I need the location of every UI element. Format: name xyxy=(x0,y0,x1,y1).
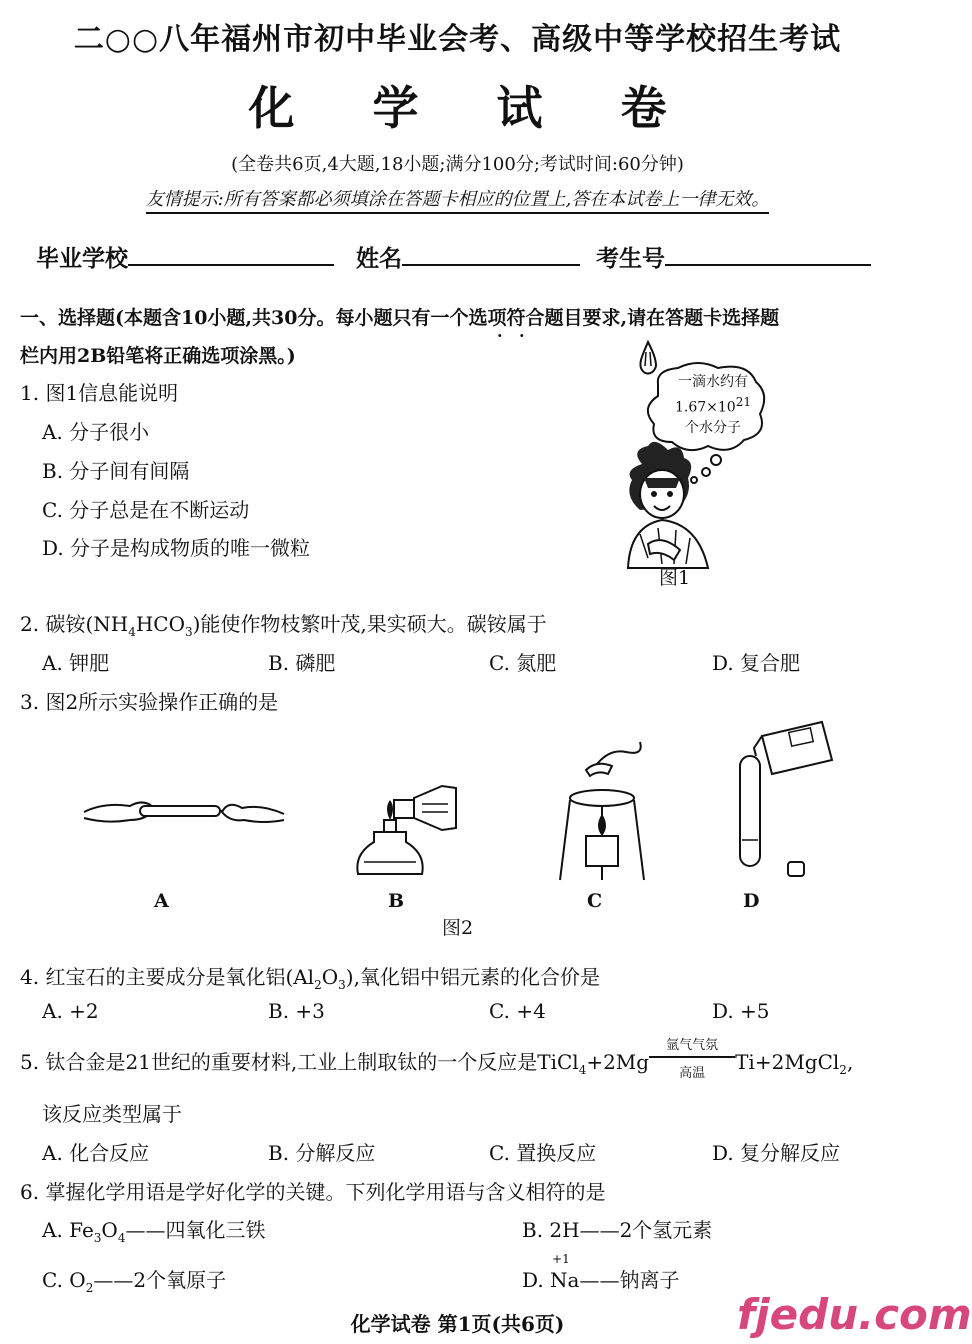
figure-2d-pouring-liquid xyxy=(732,716,834,886)
q4-sub-2: 3 xyxy=(338,978,346,992)
q6-d-post: ——钠离子 xyxy=(579,1268,680,1292)
bubble-line-3: 个水分子 xyxy=(685,419,741,436)
figure-2b-alcohol-lamp xyxy=(352,774,464,886)
q4-option-b: B. +3 xyxy=(268,999,325,1023)
exam-info: (全卷共6页,4大题,18小题;满分100分;考试时间:60分钟) xyxy=(231,154,684,175)
q6-option-b: B. 2H——2个氢元素 xyxy=(522,1218,713,1242)
reaction-condition xyxy=(649,1037,735,1081)
exam-name: 二○○八年福州市初中毕业会考、高级中等学校招生考试 xyxy=(73,22,842,57)
q6-a-sub-2: 4 xyxy=(117,1231,126,1245)
q5-sub-2: 2 xyxy=(839,1063,847,1077)
emphasis-dot: · xyxy=(519,326,525,345)
q3-stem: 3. 图2所示实验操作正确的是 xyxy=(20,690,279,714)
q5-stem-d: , xyxy=(846,1050,854,1074)
q6-c-sub: 2 xyxy=(85,1281,94,1295)
q2-stem-c: )能使作物枝繁叶茂,果实硕大。碳铵属于 xyxy=(192,612,547,636)
page-footer: 化学试卷 第1页(共6页) xyxy=(350,1312,565,1336)
test-tube-icon xyxy=(740,756,760,866)
q5-sub-1: 4 xyxy=(578,1063,587,1077)
q2-stem-a: 2. 碳铵(NH xyxy=(20,612,129,636)
q5-stem-b: +2Mg xyxy=(586,1050,650,1074)
name-label: 姓名 xyxy=(356,245,402,272)
q4-stem-c: ),氧化铝中铝元素的化合价是 xyxy=(345,965,600,989)
friendly-tip-text: 友情提示:所有答案都必须填涂在答题卡相应的位置上,答在本试卷上一律无效。 xyxy=(146,189,770,214)
friendly-tip xyxy=(0,185,915,211)
bubble-number: 1.67×10 xyxy=(675,399,736,416)
q5-stem xyxy=(20,1037,854,1081)
school-label: 毕业学校 xyxy=(36,245,128,272)
q2-sub-1: 4 xyxy=(128,625,136,639)
q4-stem xyxy=(20,961,600,992)
figure-2c-evaporating-dish xyxy=(556,740,650,886)
stopper-icon xyxy=(788,862,804,876)
figure-2-label-d: D xyxy=(743,890,760,912)
reaction-condition-bottom: 高温 xyxy=(679,1065,706,1081)
bubble-line-2 xyxy=(663,392,763,418)
q4-option-d: D. +5 xyxy=(712,999,770,1023)
test-tube-icon xyxy=(140,806,220,816)
q5-option-d: D. 复分解反应 xyxy=(712,1141,841,1165)
q6-a-sub-1: 3 xyxy=(93,1231,102,1245)
emphasis-dot: · xyxy=(497,326,503,345)
q5-stem-a: 5. 钛合金是21世纪的重要材料,工业上制取钛的一个反应是TiCl xyxy=(20,1050,579,1074)
school-field xyxy=(36,240,334,273)
q4-stem-a: 4. 红宝石的主要成分是氧化铝(Al xyxy=(20,965,315,989)
q4-stem-b: O xyxy=(321,965,339,989)
q6-a-mid: O xyxy=(101,1218,118,1242)
q6-option-c xyxy=(42,1264,226,1295)
q6-stem: 6. 掌握化学用语是学好化学的关键。下列化学用语与含义相符的是 xyxy=(20,1180,606,1204)
id-blank[interactable] xyxy=(665,242,871,266)
name-field xyxy=(356,240,580,273)
q6-a-pre: A. Fe xyxy=(42,1218,94,1242)
figure-2-caption: 图2 xyxy=(442,917,474,939)
bubble-line-1: 一滴水约有 xyxy=(678,374,748,390)
bubble-text xyxy=(663,372,763,438)
section-1-line-2: 栏内用2B铅笔将正确选项涂黑。) xyxy=(20,345,296,367)
q6-c-pre: C. O xyxy=(42,1268,86,1292)
section-1-line-1: 一、选择题(本题含10小题,共30分。每小题只有一个选项符合题目要求,请在答题卡选择题 xyxy=(20,307,780,329)
figure-2-label-c: C xyxy=(587,890,603,912)
figure-2a-test-tube-hands xyxy=(84,784,284,840)
q1-option-a: A. 分子很小 xyxy=(42,420,150,444)
id-field xyxy=(596,240,871,273)
q1-stem: 1. 图1信息能说明 xyxy=(20,381,179,405)
q6-d-element xyxy=(550,1252,580,1292)
water-drop-icon xyxy=(640,342,656,373)
q2-stem-b: HCO xyxy=(135,612,185,636)
q2-option-b: B. 磷肥 xyxy=(268,651,336,675)
alcohol-lamp-icon xyxy=(357,832,422,874)
fjedu-watermark-logo: fjedu.com xyxy=(737,1290,972,1339)
q2-option-c: C. 氮肥 xyxy=(489,651,557,675)
q4-option-a: A. +2 xyxy=(42,999,99,1023)
q1-option-c: C. 分子总是在不断运动 xyxy=(42,498,250,522)
evaporating-dish-icon xyxy=(570,790,634,806)
q2-sub-2: 3 xyxy=(184,625,193,639)
reaction-condition-top: 氩气气氛 xyxy=(666,1037,719,1053)
q5-stem-line-2: 该反应类型属于 xyxy=(42,1102,182,1126)
q1-option-d: D. 分子是构成物质的唯一微粒 xyxy=(42,536,311,560)
q2-stem xyxy=(20,608,547,639)
figure-2-label-b: B xyxy=(388,890,405,912)
q5-stem-c: Ti+2MgCl xyxy=(735,1050,840,1074)
q2-option-a: A. 钾肥 xyxy=(42,651,110,675)
q6-c-post: ——2个氧原子 xyxy=(93,1268,227,1292)
school-blank[interactable] xyxy=(128,242,334,266)
bubble-exponent: 21 xyxy=(735,395,751,409)
q6-a-post: ——四氧化三铁 xyxy=(125,1218,266,1242)
q6-option-a xyxy=(42,1214,265,1245)
q6-option-d xyxy=(522,1252,680,1293)
reagent-bottle-icon xyxy=(762,722,832,774)
q5-option-b: B. 分解反应 xyxy=(268,1141,376,1165)
q5-option-a: A. 化合反应 xyxy=(42,1141,150,1165)
id-label: 考生号 xyxy=(596,245,665,272)
q4-option-c: C. +4 xyxy=(489,999,546,1023)
figure-1-caption: 图1 xyxy=(659,567,691,589)
figure-2-label-a: A xyxy=(154,890,169,912)
q2-option-d: D. 复合肥 xyxy=(712,651,801,675)
q1-option-b: B. 分子间有间隔 xyxy=(42,459,190,483)
q6-d-symbol: Na xyxy=(550,1268,580,1292)
q5-option-c: C. 置换反应 xyxy=(489,1141,597,1165)
subject-title: 化学试卷 xyxy=(248,81,745,135)
q4-sub-1: 2 xyxy=(314,978,322,992)
q6-d-valence: +1 xyxy=(552,1252,570,1266)
q6-d-pre: D. xyxy=(522,1268,551,1292)
name-blank[interactable] xyxy=(402,242,580,266)
